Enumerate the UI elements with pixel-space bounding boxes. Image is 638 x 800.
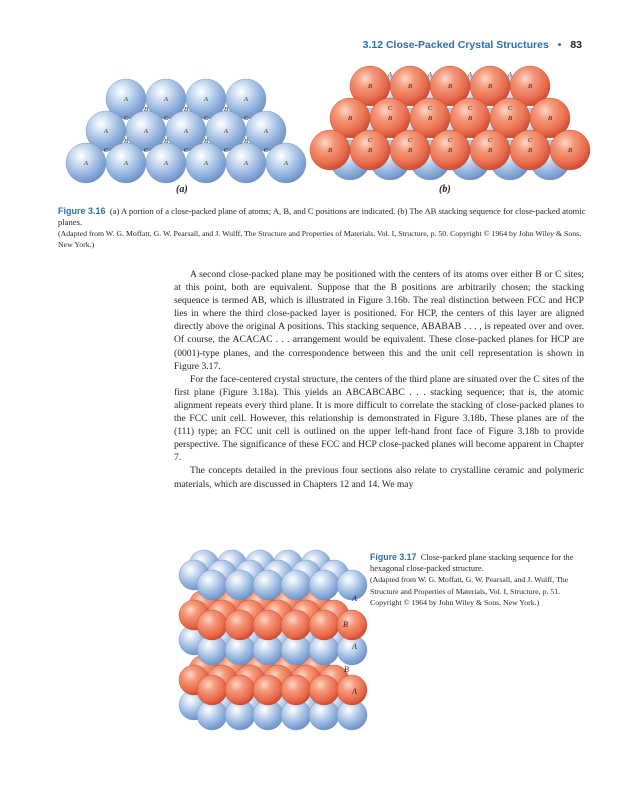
site-label-c: C xyxy=(467,105,473,112)
site-label-c: C xyxy=(487,137,493,144)
atom-b xyxy=(253,675,283,705)
site-label-b: B xyxy=(244,138,248,145)
figure-3-17-source: (Adapted from W. G. Moffatt, G. W. Pearsall, and J. Wulff, The Structure and Properties of Materials, Vol. I, Structure, p. 51. Copyright © 1964 by John Wiley & Sons, New York.) xyxy=(370,575,569,607)
atom-b xyxy=(225,675,255,705)
figure-3-17-hcp-stacking xyxy=(179,550,367,730)
site-label-b: B xyxy=(428,115,432,122)
site-label-c: C xyxy=(183,147,189,154)
figure-3-16a-close-packed-plane xyxy=(66,79,306,183)
site-label-a: A xyxy=(388,71,392,78)
atom-b xyxy=(225,610,255,640)
site-label-b: B xyxy=(368,147,372,154)
site-label-b: B xyxy=(528,83,532,90)
paragraph-1: A second close-packed plane may be positioned with the centers of its atoms over either B or C sites; at this point, both are equivalent. Suppose that the B positions are arbitrarily chosen; the stacking sequence is termed AB, which is illustrated in Figure 3.16b. The real distinction between FCC and HCP lies in where the third close-packed layer is positioned. For HCP, the centers of this layer are aligned directly above the original A positions. This stacking sequence, ABABAB . . . , is repeated over and over. Of course, the ACACAC . . . arrangement would be equivalent. These close-packed planes for HCP are (0001)-type planes, and the correspondence between this and the unit cell representation is shown in Figure 3.17. xyxy=(174,269,584,372)
atom-a xyxy=(253,570,283,600)
site-label-a: A xyxy=(468,71,472,78)
atom-b xyxy=(309,675,339,705)
site-label-a: A xyxy=(508,71,512,78)
site-label-a: A xyxy=(124,160,128,167)
site-label-c: C xyxy=(163,115,169,122)
header-separator: • xyxy=(557,39,562,51)
paragraph-2: For the face-centered crystal structure, the centers of the third plane are situated over the C sites of the first plane (Figure 3.18a). This yields an ABCABCABC . . . stacking sequence; that is, the atomic alignment repeats every third plane. It is more difficult to correlate the stacking of close-packed planes to the FCC unit cell. However, this relationship is demonstrated in Figure 3.18b. These planes are of the (111) type; an FCC unit cell is outlined on the upper left-hand front face of Figure 3.18b to provide perspective. The significance of these FCC and HCP close-packed planes will become apparent in Chapter 7. xyxy=(174,373,584,464)
figure-3-17-number: Figure 3.17 xyxy=(370,552,417,562)
layer-label-1: A xyxy=(352,594,357,603)
figure-3-17-caption-text: Close-packed plane stacking sequence for the hexagonal close-packed structure. xyxy=(370,553,574,573)
site-label-b: B xyxy=(388,115,392,122)
atom-b xyxy=(197,610,227,640)
site-label-a: A xyxy=(224,128,228,135)
site-label-b: B xyxy=(368,83,372,90)
site-label-a: A xyxy=(124,96,128,103)
site-label-c: C xyxy=(203,115,209,122)
site-label-a: A xyxy=(204,96,208,103)
site-label-a: A xyxy=(104,128,108,135)
site-label-c: C xyxy=(103,147,109,154)
atom-a xyxy=(225,570,255,600)
site-label-a: A xyxy=(428,71,432,78)
page-number: 83 xyxy=(570,39,582,51)
site-label-b: B xyxy=(348,115,352,122)
site-label-a: A xyxy=(84,160,88,167)
site-label-b: B xyxy=(164,138,168,145)
figure-3-17-caption xyxy=(370,552,584,609)
site-label-a: A xyxy=(244,96,248,103)
panel-b-label: (b) xyxy=(439,184,451,195)
site-label-a: A xyxy=(244,160,248,167)
layer-label-3: A xyxy=(352,642,357,651)
site-label-a: A xyxy=(184,128,188,135)
site-label-a: A xyxy=(164,160,168,167)
site-label-a: A xyxy=(284,160,288,167)
atom-b xyxy=(281,675,311,705)
site-label-c: C xyxy=(263,147,269,154)
site-label-c: C xyxy=(123,115,129,122)
site-label-b: B xyxy=(184,106,188,113)
site-label-b: B xyxy=(488,147,492,154)
site-label-b: B xyxy=(448,83,452,90)
site-label-b: B xyxy=(448,147,452,154)
site-label-b: B xyxy=(124,138,128,145)
site-label-a: A xyxy=(264,128,268,135)
body-text xyxy=(174,268,584,491)
site-label-b: B xyxy=(144,106,148,113)
atom-a xyxy=(197,570,227,600)
site-label-b: B xyxy=(548,115,552,122)
figure-3-16-caption xyxy=(58,206,586,250)
site-label-b: B xyxy=(488,83,492,90)
site-label-b: B xyxy=(328,147,332,154)
site-label-b: B xyxy=(408,83,412,90)
site-label-b: B xyxy=(204,138,208,145)
figure-3-16-caption-text: (a) A portion of a close-packed plane of atoms; A, B, and C positions are indicated. (b) The AB stacking sequence for close-packed atomic planes. xyxy=(58,206,586,227)
figure-3-16-number: Figure 3.16 xyxy=(58,206,106,216)
atom-a xyxy=(309,570,339,600)
panel-a-label: (a) xyxy=(176,184,188,195)
atom-b xyxy=(281,610,311,640)
site-label-b: B xyxy=(568,147,572,154)
figure-3-16b-ab-stacking xyxy=(310,66,590,180)
site-label-c: C xyxy=(143,147,149,154)
site-label-b: B xyxy=(508,115,512,122)
site-label-c: C xyxy=(507,105,513,112)
atom-a xyxy=(281,570,311,600)
site-label-b: B xyxy=(224,106,228,113)
site-label-a: A xyxy=(144,128,148,135)
figure-3-16-source: (Adapted from W. G. Moffatt, G. W. Pearsall, and J. Wulff, The Structure and Properties of Materials, Vol. I, Structure, p. 50. Copyright © 1964 by John Wiley & Sons, New York.) xyxy=(58,229,582,249)
site-label-c: C xyxy=(407,137,413,144)
layer-label-2: B xyxy=(343,620,348,629)
atom-b xyxy=(253,610,283,640)
site-label-c: C xyxy=(527,137,533,144)
site-label-b: B xyxy=(408,147,412,154)
site-label-c: C xyxy=(387,105,393,112)
site-label-c: C xyxy=(447,137,453,144)
atom-b xyxy=(197,675,227,705)
paragraph-3: The concepts detailed in the previous four sections also relate to crystalline ceramic and polymeric materials, which are discussed in Chapters 12 and 14. We may xyxy=(174,465,584,490)
site-label-b: B xyxy=(468,115,472,122)
site-label-a: A xyxy=(204,160,208,167)
section-title: 3.12 Close-Packed Crystal Structures xyxy=(362,39,549,51)
atom-b xyxy=(309,610,339,640)
site-label-a: A xyxy=(164,96,168,103)
site-label-b: B xyxy=(528,147,532,154)
site-label-c: C xyxy=(223,147,229,154)
site-label-c: C xyxy=(427,105,433,112)
layer-label-5: A xyxy=(352,687,357,696)
site-label-c: C xyxy=(243,115,249,122)
layer-label-4: B xyxy=(344,665,349,674)
atom-b xyxy=(337,610,367,640)
site-label-c: C xyxy=(367,137,373,144)
